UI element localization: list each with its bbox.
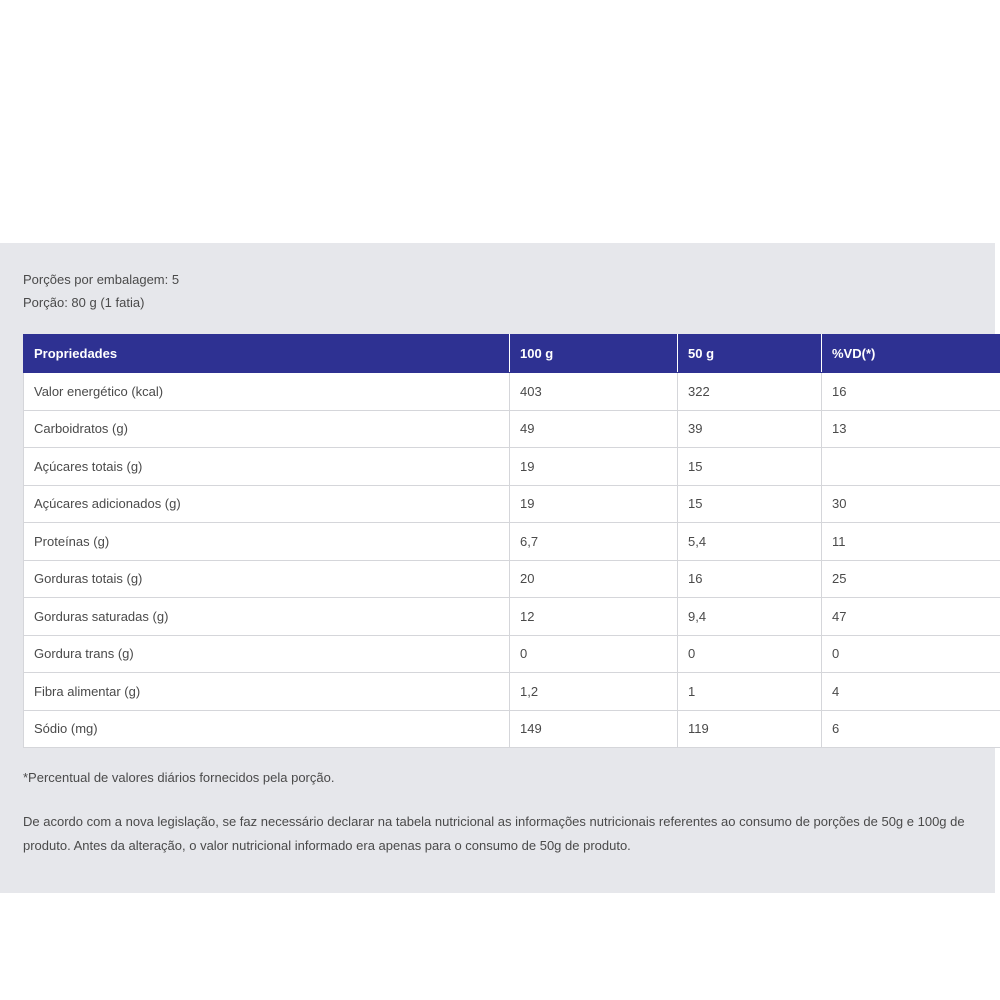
serving-info [23,268,179,314]
table-header-row [24,335,1000,373]
cell-100g: 20 [510,560,678,598]
cell-50g: 0 [678,635,822,673]
cell-100g: 19 [510,485,678,523]
cell-property: Carboidratos (g) [24,410,510,448]
cell-vd: 30 [822,485,1000,523]
header-vd: %VD(*) [822,335,1000,373]
cell-vd: 16 [822,373,1000,411]
table-row [24,485,1000,523]
cell-property: Açúcares adicionados (g) [24,485,510,523]
cell-50g: 15 [678,485,822,523]
footnote: *Percentual de valores diários fornecidos pela porção. [23,770,335,785]
cell-vd: 4 [822,673,1000,711]
header-100g: 100 g [510,335,678,373]
cell-vd: 11 [822,523,1000,561]
cell-50g: 119 [678,710,822,748]
table-row [24,410,1000,448]
cell-property: Fibra alimentar (g) [24,673,510,711]
cell-vd: 0 [822,635,1000,673]
cell-property: Sódio (mg) [24,710,510,748]
portions-per-package: Porções por embalagem: 5 [23,272,180,287]
cell-vd [822,448,1000,486]
cell-50g: 322 [678,373,822,411]
cell-50g: 39 [678,410,822,448]
cell-vd: 47 [822,598,1000,636]
cell-50g: 5,4 [678,523,822,561]
table-row [24,635,1000,673]
cell-vd: 25 [822,560,1000,598]
table-row [24,560,1000,598]
cell-100g: 1,2 [510,673,678,711]
table-row [24,710,1000,748]
table-row [24,598,1000,636]
cell-vd: 13 [822,410,1000,448]
cell-100g: 49 [510,410,678,448]
cell-100g: 6,7 [510,523,678,561]
cell-property: Gorduras saturadas (g) [24,598,510,636]
header-properties: Propriedades [24,335,510,373]
cell-50g: 15 [678,448,822,486]
cell-100g: 403 [510,373,678,411]
cell-property: Açúcares totais (g) [24,448,510,486]
cell-100g: 19 [510,448,678,486]
table-row [24,673,1000,711]
legal-text: De acordo com a nova legislação, se faz necessário declarar na tabela nutricional as informações nutricionais referentes ao consumo de porções de 50g e 100g de produto. Antes da alteração, o valor nutricional informado era apenas para o consumo de 50g de produto. [23,814,965,853]
cell-100g: 0 [510,635,678,673]
cell-property: Gorduras totais (g) [24,560,510,598]
cell-50g: 1 [678,673,822,711]
cell-property: Proteínas (g) [24,523,510,561]
cell-50g: 9,4 [678,598,822,636]
cell-50g: 16 [678,560,822,598]
table-row [24,448,1000,486]
cell-property: Valor energético (kcal) [24,373,510,411]
nutrition-table [23,334,1000,748]
table-row [24,373,1000,411]
header-50g: 50 g [678,335,822,373]
portion-size: Porção: 80 g (1 fatia) [23,295,145,310]
table-row [24,523,1000,561]
cell-100g: 149 [510,710,678,748]
cell-property: Gordura trans (g) [24,635,510,673]
cell-vd: 6 [822,710,1000,748]
cell-100g: 12 [510,598,678,636]
